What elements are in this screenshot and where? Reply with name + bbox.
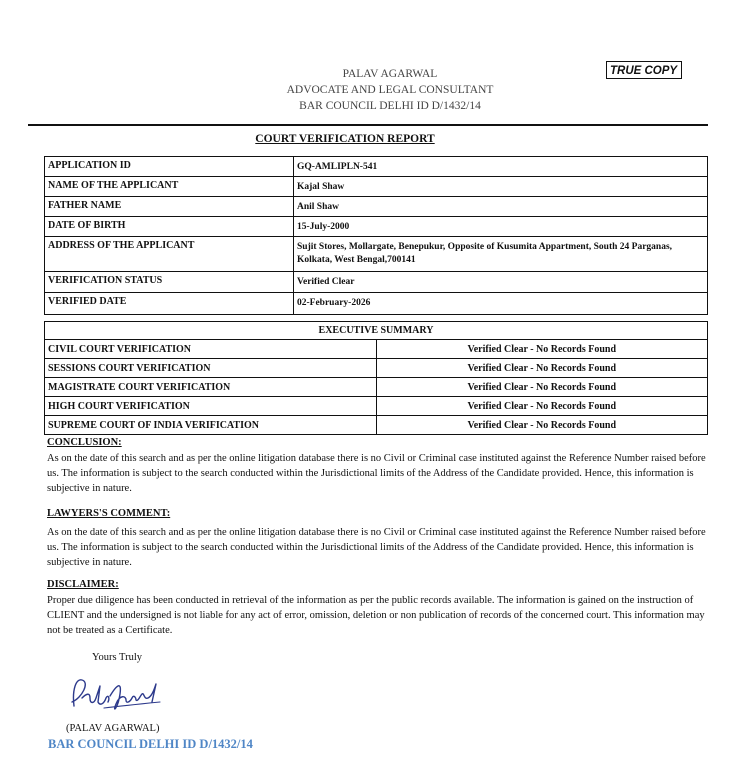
conclusion-heading: CONCLUSION: (47, 437, 122, 448)
conclusion-text: As on the date of this search and as per the online litigation database there is no Civil or Criminal case instituted against the Reference Number raised before us. The information is subject to the search conducted within the Jurisdictional limits of the Address of the Candidate provided. Hence, this information is subjective in nature. (47, 453, 706, 494)
advocate-name: PALAV AGARWAL (342, 68, 438, 80)
letterhead-bar-id: BAR COUNCIL DELHI ID D/1432/14 (299, 100, 481, 112)
signatory-name: (PALAV AGARWAL) (66, 723, 160, 734)
summary-label: SESSIONS COURT VERIFICATION (45, 359, 377, 378)
lawyers-comment-heading: LAWYERS'S COMMENT: (47, 508, 171, 519)
signature-image (60, 668, 170, 720)
executive-summary-heading: EXECUTIVE SUMMARY (45, 322, 708, 340)
detail-value: 02-February-2026 (294, 293, 708, 315)
table-row (45, 378, 708, 397)
detail-label: FATHER NAME (45, 197, 294, 217)
summary-value: Verified Clear - No Records Found (376, 378, 708, 397)
summary-label: SUPREME COURT OF INDIA VERIFICATION (45, 416, 377, 435)
closing-salutation: Yours Truly (92, 652, 143, 663)
lawyers-comment-text: As on the date of this search and as per the online litigation database there is no Civil or Criminal case instituted against the Reference Number raised before us. The information is subject to the search conducted within the Jurisdictional limits of the Address of the Candidate provided. Hence, this information is subjective in nature. (47, 527, 706, 568)
table-row (45, 197, 708, 217)
detail-value: Verified Clear (294, 272, 708, 293)
summary-value: Verified Clear - No Records Found (376, 397, 708, 416)
detail-value: 15-July-2000 (294, 217, 708, 237)
summary-value: Verified Clear - No Records Found (376, 340, 708, 359)
detail-value: Kajal Shaw (294, 177, 708, 197)
detail-label: ADDRESS OF THE APPLICANT (45, 237, 294, 272)
advocate-designation: ADVOCATE AND LEGAL CONSULTANT (286, 84, 494, 96)
detail-label: VERIFICATION STATUS (45, 272, 294, 293)
table-row (45, 416, 708, 435)
detail-label: APPLICATION ID (45, 157, 294, 177)
summary-label: HIGH COURT VERIFICATION (45, 397, 377, 416)
table-row (45, 340, 708, 359)
summary-label: MAGISTRATE COURT VERIFICATION (45, 378, 377, 397)
table-row (45, 237, 708, 272)
table-row (45, 157, 708, 177)
detail-value: GQ-AMLIPLN-541 (294, 157, 708, 177)
table-row (45, 397, 708, 416)
table-row (45, 359, 708, 378)
table-row (45, 177, 708, 197)
summary-label: CIVIL COURT VERIFICATION (45, 340, 377, 359)
table-row (45, 272, 708, 293)
detail-label: NAME OF THE APPLICANT (45, 177, 294, 197)
applicant-details-table (44, 156, 708, 315)
table-row (45, 322, 708, 340)
signatory-bar-id: BAR COUNCIL DELHI ID D/1432/14 (48, 737, 253, 751)
summary-value: Verified Clear - No Records Found (376, 359, 708, 378)
report-title: COURT VERIFICATION REPORT (255, 133, 435, 145)
table-row (45, 293, 708, 315)
summary-value: Verified Clear - No Records Found (376, 416, 708, 435)
header-divider (28, 124, 708, 126)
detail-value: Sujit Stores, Mollargate, Benepukur, Opposite of Kusumita Appartment, South 24 Parganas, Kolkata, West Bengal,700141 (294, 237, 708, 272)
table-row (45, 217, 708, 237)
disclaimer-text: Proper due diligence has been conducted in retrieval of the information as per the public records available. The information is gained on the instruction of CLIENT and the undersigned is not liable for any act of error, omission, deletion or non publication of records of the concerned court. This information may not be treated as a Certificate. (47, 595, 705, 636)
disclaimer-heading: DISCLAIMER: (47, 579, 119, 590)
true-copy-stamp: TRUE COPY (606, 61, 682, 79)
executive-summary-table (44, 321, 708, 435)
detail-value: Anil Shaw (294, 197, 708, 217)
detail-label: VERIFIED DATE (45, 293, 294, 315)
detail-label: DATE OF BIRTH (45, 217, 294, 237)
